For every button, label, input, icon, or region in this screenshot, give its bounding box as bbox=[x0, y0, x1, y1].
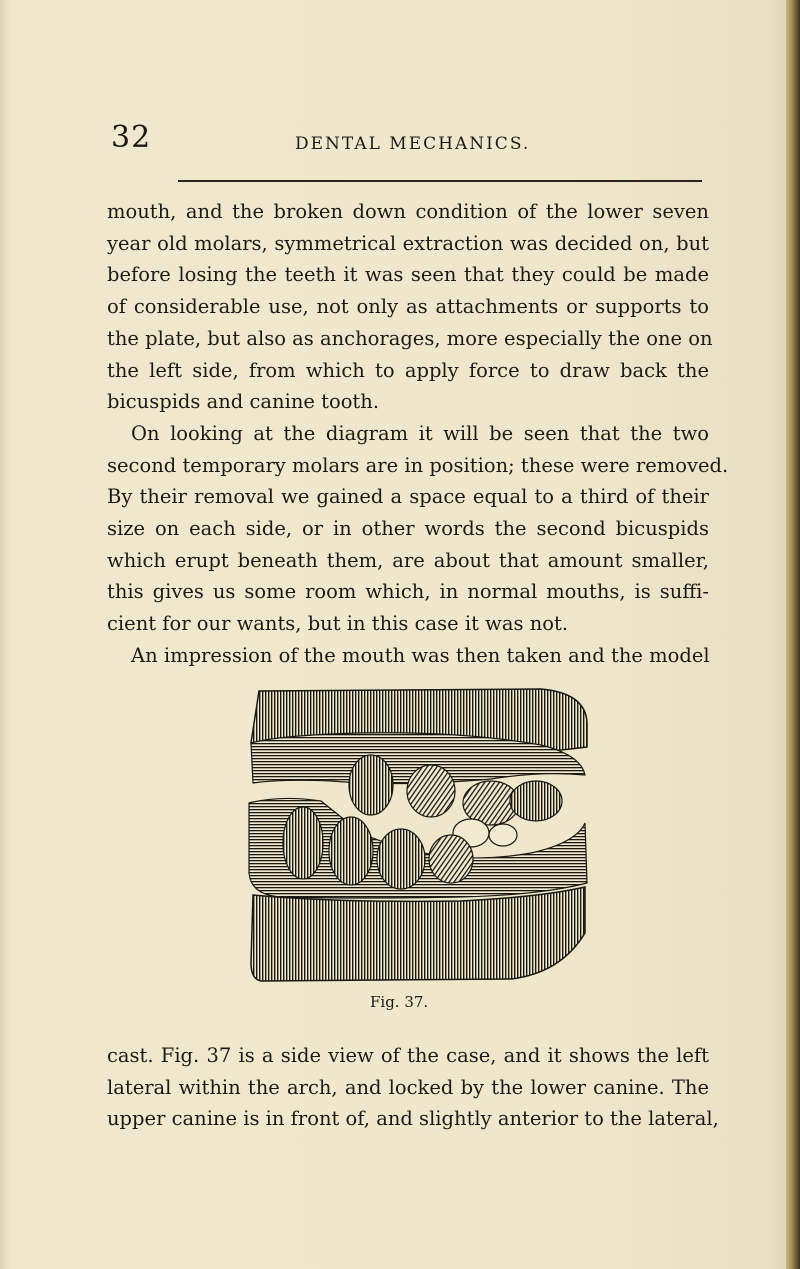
header-rule bbox=[178, 180, 702, 182]
text-line: upper canine is in front of, and slightly anterior to the lateral, bbox=[107, 1107, 719, 1131]
figure-dental-cast bbox=[241, 683, 590, 983]
text-line: the plate, but also as anchorages, more especially the one on bbox=[107, 326, 713, 350]
page-number: 32 bbox=[111, 120, 152, 155]
text-line: bicuspids and canine tooth. bbox=[107, 390, 380, 414]
text-line: size on each side, or in other words the second bicuspids bbox=[107, 517, 709, 541]
figure-caption: Fig. 37. bbox=[370, 993, 429, 1011]
body-text-bottom bbox=[107, 1040, 719, 1135]
page-edge bbox=[786, 0, 800, 1269]
body-text-top bbox=[107, 196, 729, 672]
text-line: year old molars, symmetrical extraction was decided on, but bbox=[107, 231, 709, 255]
running-title: DENTAL MECHANICS. bbox=[295, 134, 531, 154]
text-line: mouth, and the broken down condition of the lower seven bbox=[107, 200, 709, 223]
text-line: On looking at the diagram it will be seen that the two bbox=[131, 421, 709, 445]
text-line: second temporary molars are in position; these were removed. bbox=[107, 453, 729, 477]
text-line: cast. Fig. 37 is a side view of the case, and it shows the left bbox=[107, 1044, 709, 1067]
text-line: An impression of the mouth was then taken and the model bbox=[131, 643, 710, 667]
text-line: of considerable use, not only as attachments or supports to bbox=[107, 295, 709, 319]
dental-cast-side-view-icon bbox=[241, 683, 590, 983]
text-line: cient for our wants, but in this case it was not. bbox=[107, 612, 569, 636]
text-line: before losing the teeth it was seen that they could be made bbox=[107, 263, 709, 287]
text-line: which erupt beneath them, are about that amount smaller, bbox=[107, 548, 709, 572]
text-line: this gives us some room which, in normal mouths, is suffi- bbox=[107, 580, 709, 604]
text-line: the left side, from which to apply force to draw back the bbox=[107, 358, 709, 382]
text-line: lateral within the arch, and locked by the lower canine. The bbox=[107, 1075, 709, 1099]
page-gutter-shadow bbox=[0, 0, 10, 1269]
text-line: By their removal we gained a space equal to a third of their bbox=[107, 485, 709, 509]
